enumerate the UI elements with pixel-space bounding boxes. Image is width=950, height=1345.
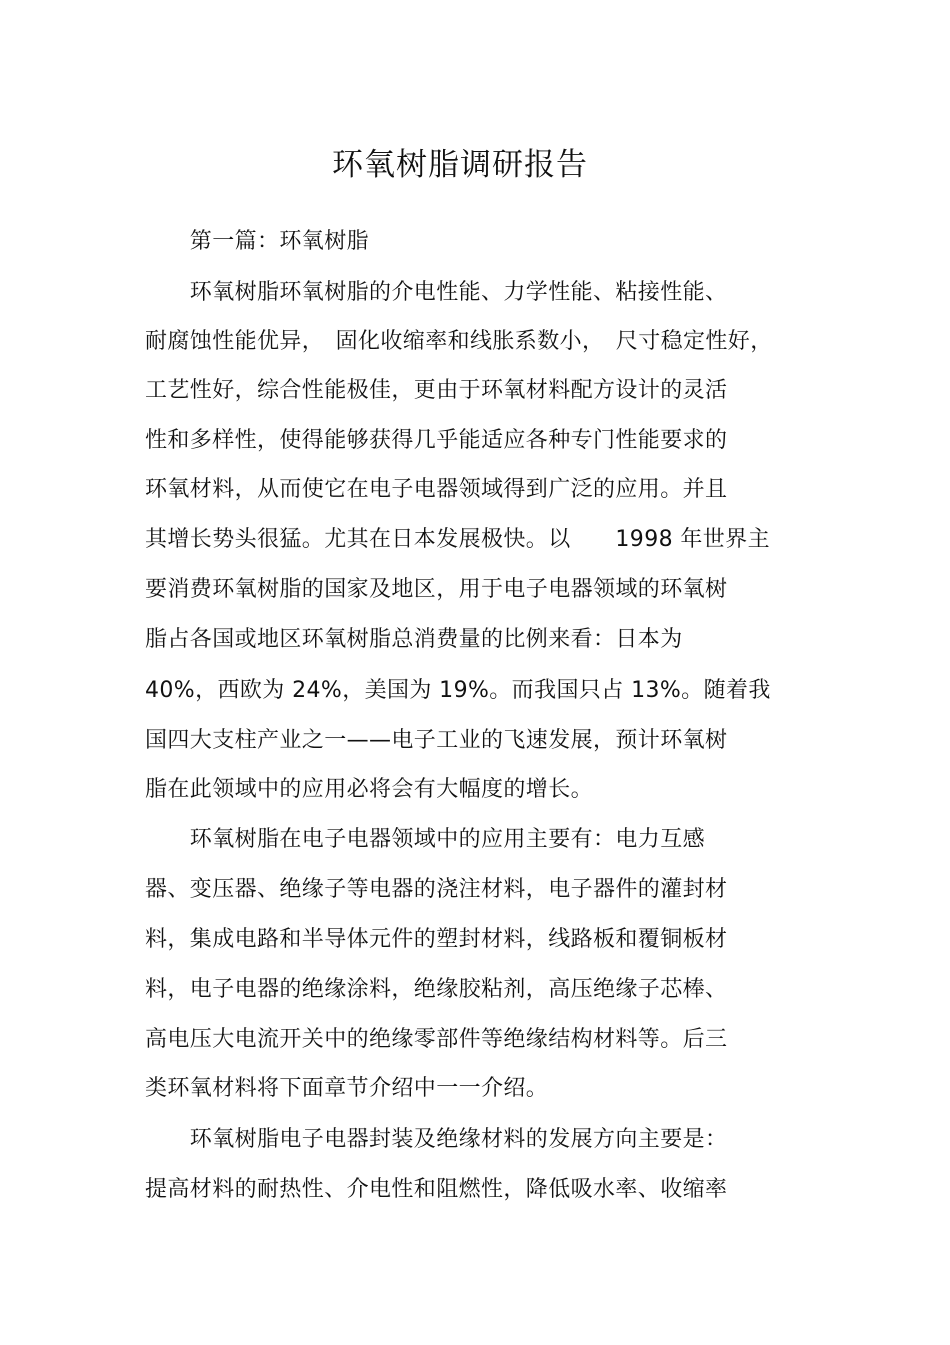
document-title: 环氧树脂调研报告 <box>332 146 588 183</box>
body-line: 高电压大电流开关中的绝缘零部件等绝缘结构材料等。后三 <box>145 1027 728 1052</box>
body-line: 耐腐蚀性能优异， 固化收缩率和线胀系数小， 尺寸稳定性好， <box>145 329 773 354</box>
body-line: 脂占各国或地区环氧树脂总消费量的比例来看：日本为 <box>145 627 683 652</box>
body-line: 料，集成电路和半导体元件的塑封材料，线路板和覆铜板材 <box>145 927 728 952</box>
body-line: 类环氧材料将下面章节介绍中一一介绍。 <box>145 1076 549 1101</box>
body-line: 40%，西欧为 24%，美国为 19%。而我国只占 13%。随着我 <box>145 678 771 703</box>
body-line: 提高材料的耐热性、介电性和阻燃性，降低吸水率、收缩率 <box>145 1177 728 1202</box>
body-line: 工艺性好，综合性能极佳，更由于环氧材料配方设计的灵活 <box>145 378 728 403</box>
body-line: 器、变压器、绝缘子等电器的浇注材料，电子器件的灌封材 <box>145 877 728 902</box>
body-line: 国四大支柱产业之一——电子工业的飞速发展，预计环氧树 <box>145 728 728 753</box>
body-line: 环氧树脂环氧树脂的介电性能、力学性能、粘接性能、 <box>145 280 728 305</box>
body-line: 其增长势头很猛。尤其在日本发展极快。以 1998 年世界主 <box>145 527 770 552</box>
body-line: 性和多样性，使得能够获得几乎能适应各种专门性能要求的 <box>145 428 728 453</box>
body-line: 要消费环氧树脂的国家及地区，用于电子电器领域的环氧树 <box>145 577 728 602</box>
body-line: 脂在此领域中的应用必将会有大幅度的增长。 <box>145 777 594 802</box>
body-line: 环氧材料，从而使它在电子电器领域得到广泛的应用。并且 <box>145 477 728 502</box>
body-line: 环氧树脂电子电器封装及绝缘材料的发展方向主要是： <box>145 1127 728 1152</box>
body-line: 料，电子电器的绝缘涂料，绝缘胶粘剂，高压绝缘子芯棒、 <box>145 977 728 1002</box>
section-heading: 第一篇：环氧树脂 <box>145 229 370 254</box>
body-line: 环氧树脂在电子电器领域中的应用主要有：电力互感 <box>145 827 706 852</box>
